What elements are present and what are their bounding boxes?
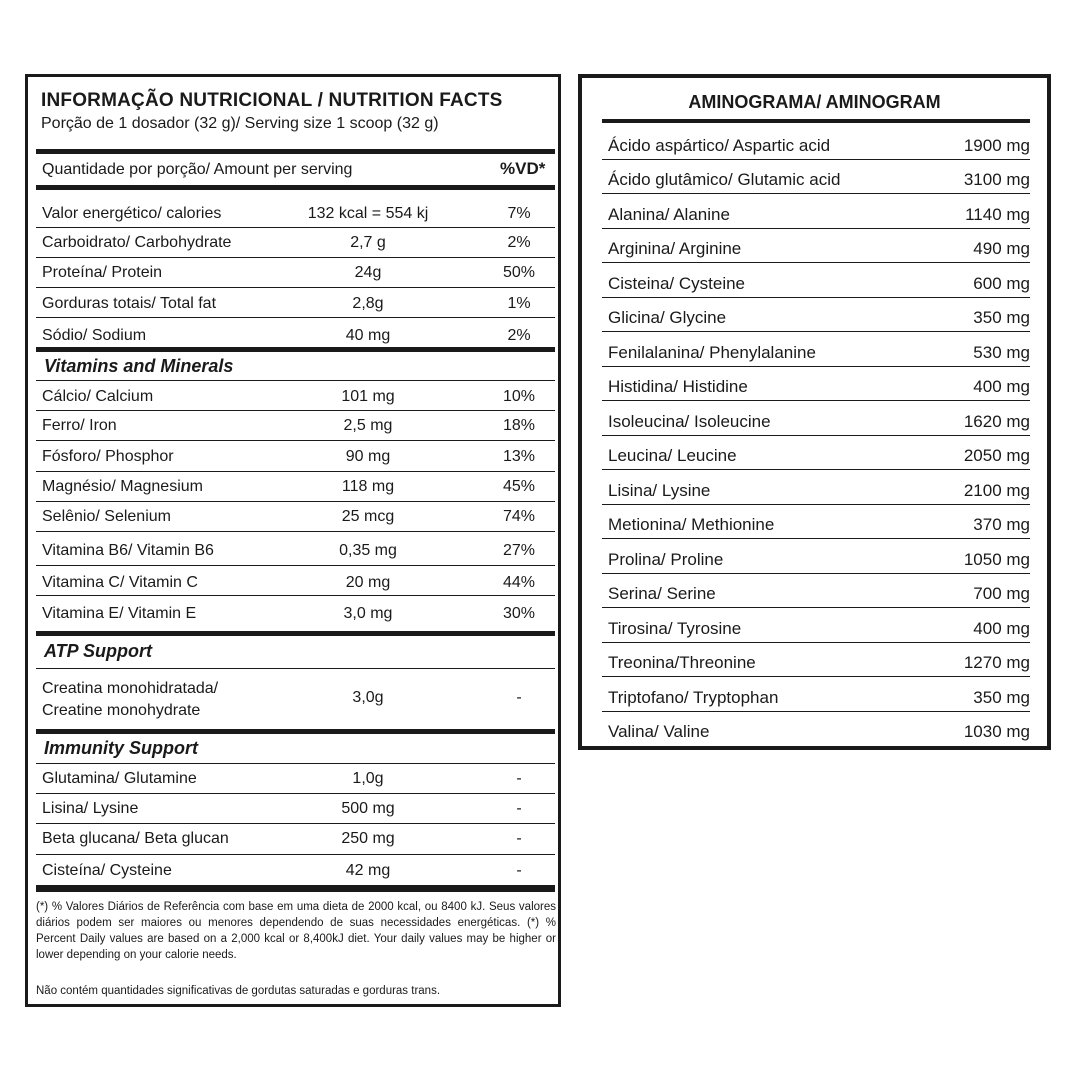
amino-acid-name: Cisteina/ Cysteine — [608, 273, 746, 293]
amino-acid-row — [602, 193, 1030, 229]
amino-acid-row — [602, 262, 1030, 298]
nutrient-amount: 90 mg — [345, 448, 391, 465]
nutrient-amount: 2,8g — [352, 295, 384, 312]
nutrient-name: Cálcio/ Calcium — [42, 388, 154, 405]
divider — [36, 287, 555, 288]
divider — [36, 380, 555, 381]
nutrient-vd: 44% — [502, 574, 536, 591]
amino-acid-name: Arginina/ Arginine — [608, 239, 742, 258]
amino-acid-name: Fenilalanina/ Phenylalanine — [608, 342, 816, 362]
nutrient-name: Valor energético/ calories — [42, 205, 222, 222]
divider — [36, 793, 555, 794]
nutrient-vd: 2% — [507, 327, 531, 344]
amino-acid-row — [602, 711, 1030, 746]
divider — [36, 763, 555, 764]
amino-acid-name: Glicina/ Glycine — [608, 308, 727, 327]
amino-acid-row — [602, 538, 1030, 574]
nutrient-amount: 25 mcg — [341, 508, 395, 525]
amino-acid-value: 1900 mg — [963, 135, 1030, 155]
amino-acid-value: 350 mg — [973, 687, 1030, 707]
nutrient-vd: 45% — [502, 478, 536, 495]
divider — [36, 565, 555, 566]
nutrient-name: Vitamina E/ Vitamin E — [42, 605, 197, 622]
divider — [36, 149, 555, 154]
amino-acid-row — [602, 607, 1030, 643]
amino-acid-value: 400 mg — [973, 377, 1030, 396]
amount-per-serving-label: Quantidade por porção/ Amount per serving — [42, 161, 353, 178]
amino-acid-row — [602, 435, 1030, 471]
divider — [36, 668, 555, 669]
divider — [36, 227, 555, 228]
immunity-section-title: Immunity Support — [44, 738, 198, 758]
nutrient-amount: 2,7 g — [350, 234, 386, 251]
amino-acid-value: 1140 mg — [965, 204, 1030, 224]
creatine-amount: 3,0g — [352, 689, 384, 706]
amino-acid-value: 600 mg — [973, 273, 1030, 293]
nutrition-title: INFORMAÇÃO NUTRICIONAL / NUTRITION FACTS — [41, 90, 503, 111]
divider — [36, 531, 555, 532]
divider — [36, 410, 555, 411]
footnote: (*) % Valores Diários de Referência com base em uma dieta de 2000 kcal, ou 8400 kJ. Seus valores diários podem ser maiores ou menores dependendo de suas necessidades energéticas. (*) % Percent Daily values are based on a 2,000 kcal or 8,400kJ diet. Your daily values may be higher or lower depending on your calorie needs. — [36, 901, 556, 961]
nutrient-name: Proteína/ Protein — [42, 264, 163, 281]
nutrient-vd: 10% — [502, 388, 536, 405]
serving-size: Porção de 1 dosador (32 g)/ Serving size 1 scoop (32 g) — [41, 115, 439, 132]
nutrient-vd: 18% — [502, 417, 536, 434]
atp-section-title: ATP Support — [44, 641, 152, 661]
daily-value-header: %VD* — [500, 159, 546, 178]
nutrient-vd: 1% — [507, 295, 531, 312]
nutrient-vd: 74% — [502, 508, 536, 525]
nutrient-name: Sódio/ Sodium — [42, 327, 147, 344]
nutrient-vd: 27% — [502, 542, 536, 559]
divider — [36, 471, 555, 472]
divider — [36, 885, 555, 892]
amino-acid-row — [602, 331, 1030, 367]
amino-acid-row — [602, 124, 1030, 160]
divider — [36, 854, 555, 855]
amino-acid-name: Lisina/ Lysine — [608, 480, 711, 500]
amino-acid-name: Valina/ Valine — [608, 722, 710, 741]
nutrient-vd: - — [516, 830, 522, 847]
amino-acid-name: Ácido glutâmico/ Glutamic acid — [608, 170, 841, 189]
divider — [36, 729, 555, 734]
amino-acid-value: 3100 mg — [963, 170, 1030, 189]
amino-acid-name: Prolina/ Proline — [608, 549, 724, 569]
amino-acid-value: 2050 mg — [963, 446, 1030, 465]
amino-acid-value: 1270 mg — [963, 653, 1030, 672]
amino-acid-name: Histidina/ Histidine — [608, 377, 748, 396]
divider — [36, 257, 555, 258]
divider — [36, 440, 555, 441]
amino-acid-row — [602, 228, 1030, 264]
nutrient-amount: 118 mg — [341, 478, 395, 495]
amino-acid-value: 400 mg — [973, 618, 1030, 638]
nutrient-name: Gorduras totais/ Total fat — [42, 295, 217, 312]
aminogram-title: AMINOGRAMA/ AMINOGRAM — [688, 92, 941, 112]
aminogram-panel — [578, 74, 1051, 750]
nutrient-vd: - — [516, 770, 522, 787]
nutrient-vd: 2% — [507, 234, 531, 251]
amino-acid-value: 2100 mg — [963, 480, 1030, 500]
nutrient-amount: 250 mg — [341, 830, 395, 847]
nutrient-name: Magnésio/ Magnesium — [42, 478, 203, 495]
amino-acid-name: Triptofano/ Tryptophan — [608, 687, 779, 707]
amino-acid-name: Ácido aspártico/ Aspartic acid — [608, 135, 831, 155]
divider — [602, 119, 1030, 123]
creatine-name — [42, 678, 218, 722]
nutrient-vd: - — [516, 862, 522, 879]
nutrient-amount: 20 mg — [345, 574, 391, 591]
amino-acid-value: 370 mg — [973, 515, 1030, 534]
nutrient-vd: 30% — [502, 605, 536, 622]
amino-acid-name: Isoleucina/ Isoleucine — [608, 411, 771, 431]
nutrient-name: Fósforo/ Phosphor — [42, 448, 174, 465]
amino-acid-row — [602, 642, 1030, 678]
amino-acid-row — [602, 366, 1030, 402]
amino-acid-row — [602, 400, 1030, 436]
amino-acid-name: Metionina/ Methionine — [608, 515, 775, 534]
nutrient-name: Selênio/ Selenium — [42, 508, 171, 525]
nutrient-amount: 3,0 mg — [343, 605, 393, 622]
nutrient-name: Ferro/ Iron — [42, 417, 117, 434]
nutrient-amount: 500 mg — [341, 800, 395, 817]
amino-acid-row — [602, 504, 1030, 540]
divider — [36, 823, 555, 824]
nutrient-vd: 7% — [507, 205, 531, 222]
nutrient-amount: 132 kcal = 554 kj — [307, 205, 429, 222]
nutrient-vd: - — [516, 800, 522, 817]
nutrient-amount: 1,0g — [352, 770, 384, 787]
nutrient-vd: 50% — [502, 264, 536, 281]
divider — [36, 631, 555, 636]
nutrient-name: Glutamina/ Glutamine — [42, 770, 197, 787]
amino-acid-name: Leucina/ Leucine — [608, 446, 737, 465]
nutrient-amount: 101 mg — [341, 388, 395, 405]
amino-acid-value: 1050 mg — [963, 549, 1030, 569]
amino-acid-value: 1620 mg — [963, 411, 1030, 431]
amino-acid-name: Tirosina/ Tyrosine — [608, 618, 742, 638]
nutrient-amount: 0,35 mg — [339, 542, 397, 559]
amino-acid-row — [602, 676, 1030, 712]
nutrient-amount: 24g — [354, 264, 382, 281]
amino-acid-row — [602, 573, 1030, 609]
creatine-vd: - — [516, 689, 522, 706]
amino-acid-row — [602, 159, 1030, 195]
divider — [36, 317, 555, 318]
nutrition-facts-panel — [25, 74, 561, 1007]
nutrient-name: Cisteína/ Cysteine — [42, 862, 172, 879]
nutrient-name: Carboidrato/ Carbohydrate — [42, 234, 232, 251]
divider — [36, 347, 555, 352]
amino-acid-value: 700 mg — [973, 584, 1030, 603]
amino-acid-name: Serina/ Serine — [608, 584, 716, 603]
divider — [36, 185, 555, 190]
vitamins-section-title: Vitamins and Minerals — [44, 356, 234, 376]
amino-acid-name: Treonina/Threonine — [608, 653, 756, 672]
amino-acid-value: 1030 mg — [963, 722, 1030, 741]
creatine-name-line2: Creatine monohydrate — [42, 702, 201, 719]
nutrient-amount: 40 mg — [345, 327, 391, 344]
amino-acid-value: 490 mg — [973, 239, 1030, 258]
amino-acid-row — [602, 469, 1030, 505]
fat-disclaimer: Não contém quantidades significativas de gordutas saturadas e gorduras trans. — [36, 985, 441, 997]
amino-acid-name: Alanina/ Alanine — [608, 204, 730, 224]
creatine-name-line1: Creatina monohidratada/ — [42, 680, 219, 697]
divider — [36, 501, 555, 502]
nutrient-name: Vitamina C/ Vitamin C — [42, 574, 198, 591]
nutrient-amount: 42 mg — [345, 862, 391, 879]
amino-acid-value: 350 mg — [973, 308, 1030, 327]
nutrient-name: Vitamina B6/ Vitamin B6 — [42, 542, 214, 559]
divider — [36, 595, 555, 596]
nutrient-name: Lisina/ Lysine — [42, 800, 139, 817]
nutrient-name: Beta glucana/ Beta glucan — [42, 830, 229, 847]
nutrient-vd: 13% — [502, 448, 536, 465]
amino-acid-value: 530 mg — [973, 342, 1030, 362]
nutrient-amount: 2,5 mg — [343, 417, 393, 434]
amino-acid-row — [602, 297, 1030, 333]
